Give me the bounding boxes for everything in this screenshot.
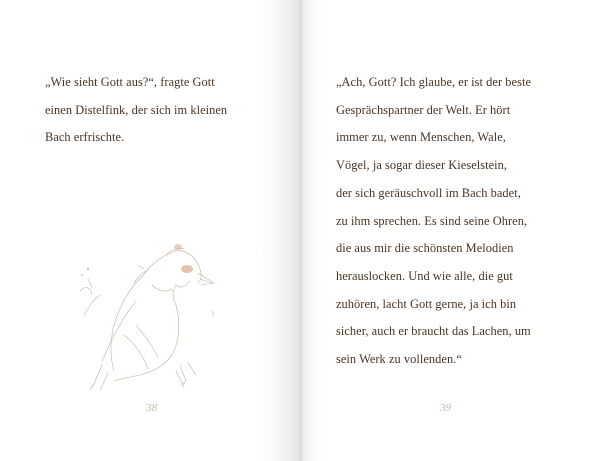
left-page-text <box>45 69 227 152</box>
text-line: sein Werk zu vollenden.“ <box>336 352 462 367</box>
page-number: 39 <box>440 402 451 414</box>
text-line: Gesprächspartner der Welt. Er hört <box>336 102 511 117</box>
text-line: „Ach, Gott? Ich glaube, er ist der beste <box>336 75 532 89</box>
text-line: der sich geräuschvoll im Bach badet, <box>336 185 521 200</box>
text-line: Bach erfrischte. <box>45 130 125 145</box>
text-line: sicher, auch er braucht das Lachen, um <box>336 324 531 339</box>
text-line: einen Distelfink, der sich im kleinen <box>45 102 228 117</box>
text-line: zuhören, lacht Gott gerne, ja ich bin <box>336 296 517 311</box>
page-number: 38 <box>146 402 157 414</box>
right-page-text <box>336 69 531 374</box>
text-line: immer zu, wenn Menschen, Wale, <box>336 130 506 145</box>
text-line: „Wie sieht Gott aus?“, fragte Gott <box>45 75 215 89</box>
text-line: zu ihm sprechen. Es sind seine Ohren, <box>336 213 528 228</box>
text-line: Vögel, ja sogar dieser Kieselstein, <box>336 158 508 173</box>
goldfinch-sketch-icon <box>80 225 230 390</box>
text-line: herauslocken. Und wie alle, die gut <box>336 268 513 283</box>
text-line: die aus mir die schönsten Melodien <box>336 241 514 256</box>
